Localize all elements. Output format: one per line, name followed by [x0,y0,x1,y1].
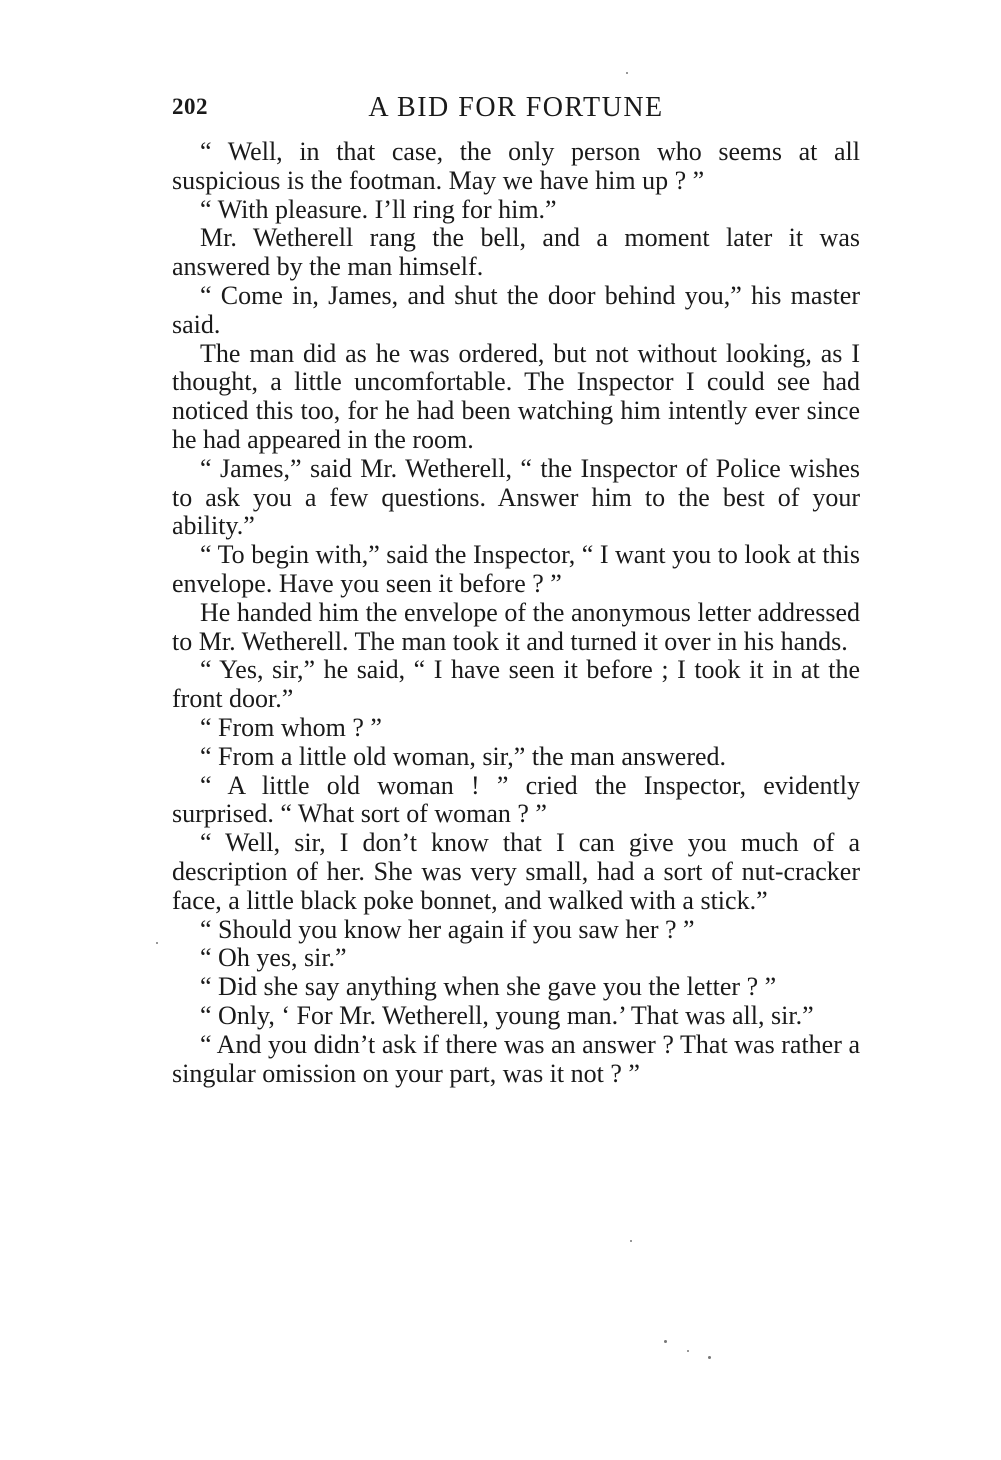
paragraph: “ From a little old woman, sir,” the man answered. [200,741,727,771]
paragraph: “ Well, sir, I don’t know that I can give you much of a description of her. She was very small, had a sort of nut-cracker face, a little black poke bonnet, and walked with a stick.” [172,828,860,915]
paragraph: “ With pleasure. I’ll ring for him.” [200,194,557,224]
paragraph: “ Should you know her again if you saw her ? ” [200,914,695,944]
paragraph: “ James,” said Mr. Wetherell, “ the Inspector of Police wishes to ask you a few questions. Answer him to the best of your ability.” [172,453,860,541]
scan-speck [156,942,158,944]
book-page [172,88,860,1088]
paragraph: “ A little old woman ! ” cried the Inspector, evidently surprised. “ What sort of woman ? ” [172,770,860,829]
paragraph: He handed him the envelope of the anonymous letter addressed to Mr. Wetherell. The man took it and turned it over in his hands. [172,597,860,656]
paragraph: “ Oh yes, sir.” [200,943,347,973]
paragraph: “ Well, in that case, the only person who seems at all suspicious is the footman. May we have him up ? ” [172,137,860,195]
page-number: 202 [172,94,208,119]
paragraph: “ And you didn’t ask if there was an answer ? That was rather a singular omission on your part, was it not ? ” [172,1029,860,1088]
scan-speck [626,72,628,74]
paragraph: The man did as he was ordered, but not without looking, as I thought, a little uncomfortable. The Inspector I could see had noticed this too, for he had been watching him intently ever since he had appeared in the room. [172,338,860,454]
paragraph: “ Come in, James, and shut the door behind you,” his master said. [172,280,860,339]
paragraph: “ Did she say anything when she gave you the letter ? ” [200,972,777,1002]
paragraph: “ To begin with,” said the Inspector, “ I want you to look at this envelope. Have you seen it before ? ” [172,540,860,598]
paragraph: “ From whom ? ” [200,712,382,742]
scan-speck [687,1350,689,1352]
body-text [172,138,860,1088]
running-title: A BID FOR FORTUNE [368,92,664,123]
scan-speck [708,1356,711,1359]
paragraph: Mr. Wetherell rang the bell, and a moment later it was answered by the man himself. [172,223,860,282]
scan-speck [630,1240,632,1242]
scan-speck [664,1340,667,1343]
paragraph: “ Yes, sir,” he said, “ I have seen it before ; I took it in at the front door.” [172,655,860,714]
paragraph: “ Only, ‘ For Mr. Wetherell, young man.’ That was all, sir.” [200,1000,814,1030]
running-head [172,88,860,130]
